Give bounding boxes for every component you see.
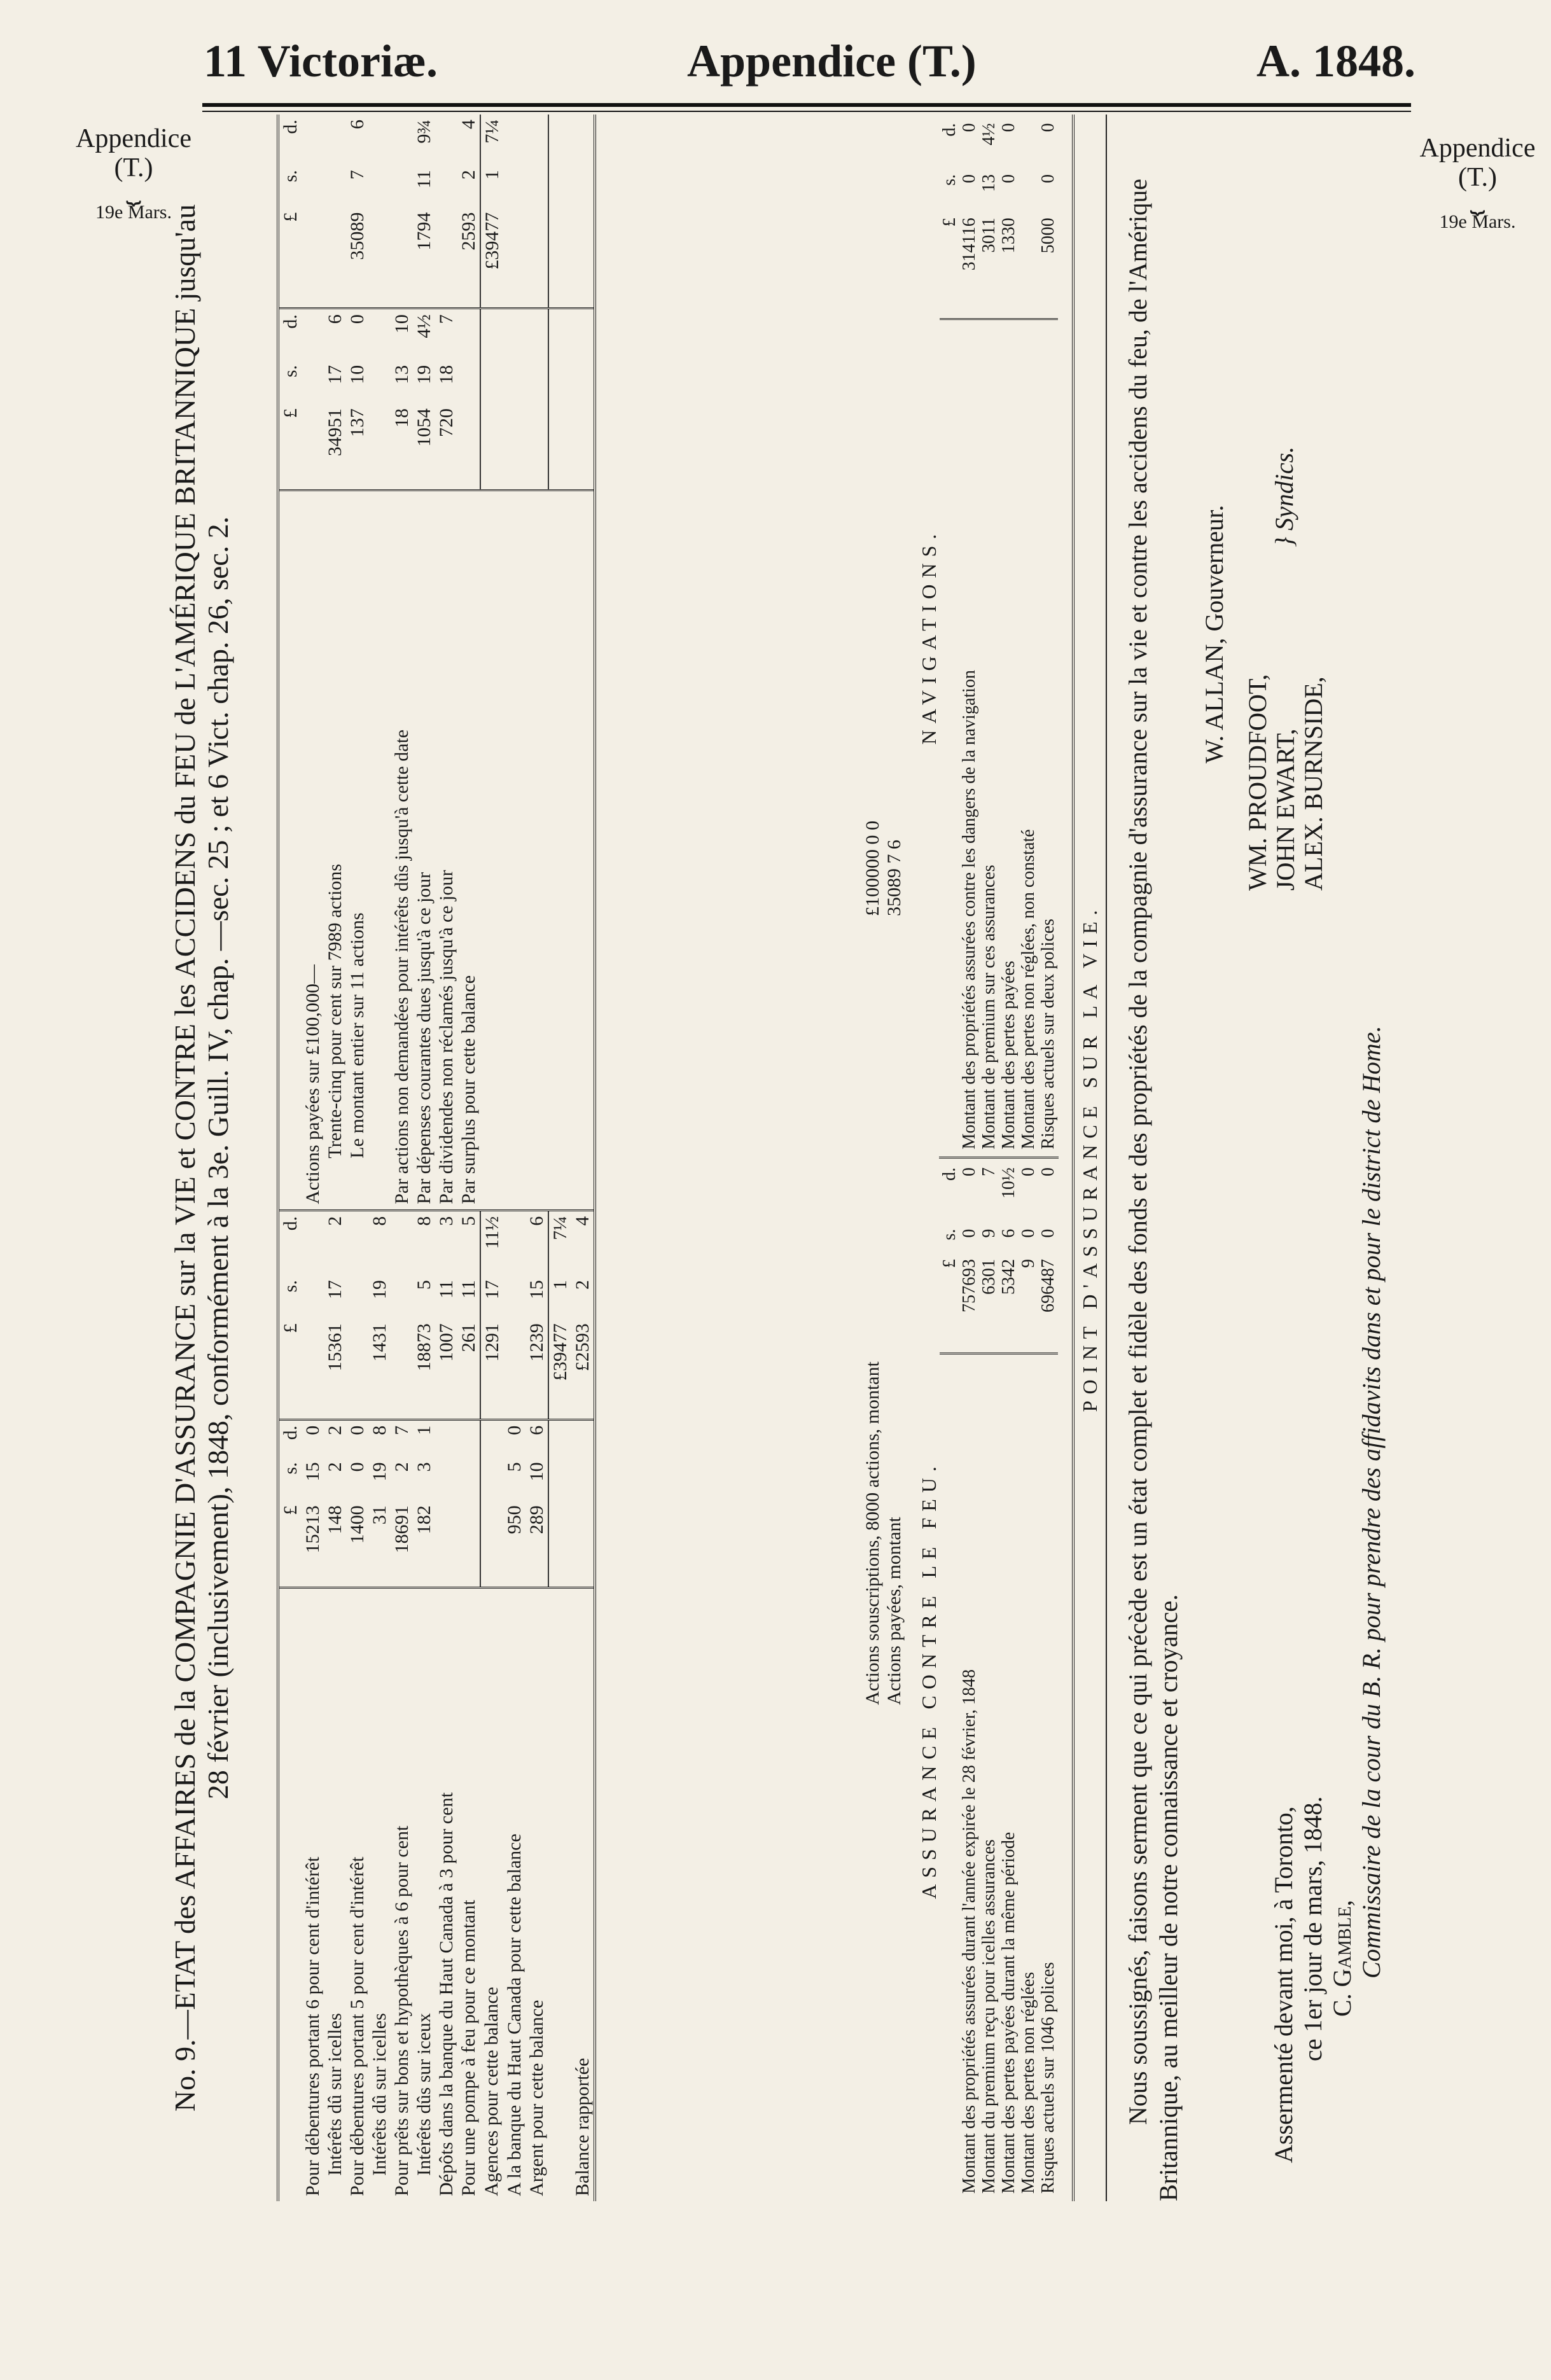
navigation-header <box>940 120 959 1153</box>
right-sub-pounds: 34951 <box>324 403 346 491</box>
left-total-shillings: 17 <box>324 1280 345 1300</box>
navigation-label-header <box>940 319 959 1153</box>
right-item-label <box>525 491 548 1211</box>
left-sub-pence: 0 <box>347 1425 368 1435</box>
left-sub-shillings: 5 <box>504 1462 525 1472</box>
left-total-shillings: 11 <box>458 1280 479 1299</box>
right-total-shillings: 11 <box>414 170 435 189</box>
fire-row <box>999 1164 1019 2197</box>
right-total-pence: 6 <box>347 120 368 129</box>
right-sub-pence <box>503 309 525 360</box>
syndics-signatures: WM. PROUDFOOT, JOHN EWART, ALEX. BURNSIDE, <box>1243 674 1328 891</box>
header-session: 11 Victoriæ. <box>204 36 438 87</box>
ledger <box>277 115 596 2201</box>
left-total-shillings <box>391 1275 413 1318</box>
left-total-pounds <box>391 1318 413 1419</box>
right-total-pounds: 35089 <box>346 207 368 309</box>
left-total-shillings: 11 <box>436 1280 457 1299</box>
right-item-label <box>548 491 571 1211</box>
left-total-pence <box>503 1210 525 1275</box>
ledger-row <box>457 115 480 2201</box>
right-total-pence <box>368 115 391 165</box>
right-total-pounds <box>503 207 525 309</box>
right-total-pounds <box>525 207 548 309</box>
left-total-pence: 2 <box>324 1216 345 1226</box>
right-sub-pounds <box>368 403 391 491</box>
left-total-pounds: 261 <box>457 1318 480 1419</box>
left-total-pounds: 1431 <box>368 1318 391 1419</box>
ledger-row <box>480 115 503 2201</box>
right-sub-pence: 7 <box>436 314 457 324</box>
right-total-shillings <box>435 165 457 207</box>
ledger-row <box>324 115 346 2201</box>
navigation-row <box>979 120 999 1153</box>
navigation-row <box>959 120 979 1153</box>
right-total-shillings <box>571 165 595 207</box>
navigation-label: Montant des propriétés assurées contre les dangers de la navigation <box>959 670 979 1150</box>
right-item-label <box>571 491 595 1211</box>
left-sub-pounds: 289 <box>525 1500 548 1587</box>
left-sub-pounds <box>457 1500 480 1587</box>
right-item-label <box>480 491 503 1211</box>
left-sub-pence <box>548 1419 571 1457</box>
left-total-shillings: 2 <box>571 1275 595 1318</box>
ledger-row <box>503 115 525 2201</box>
left-sub-pounds: 1400 <box>346 1500 368 1587</box>
navigation-col-header: s. <box>940 174 959 186</box>
right-col-header: d. <box>278 309 302 360</box>
right-sub-pounds <box>480 403 503 491</box>
navigation-value-shillings: 0 <box>1038 174 1058 183</box>
fire-label: Montant des pertes non réglées <box>1019 1972 1038 2194</box>
left-total-pounds: £39477 <box>548 1318 571 1419</box>
right-sub-shillings <box>457 360 480 403</box>
left-item-label: Intérêts dû sur icelles <box>324 2013 345 2176</box>
navigation-label: Montant de premium sur ces assurances <box>979 865 999 1150</box>
right-total-shillings: 7 <box>347 170 368 180</box>
right-sub-shillings: 18 <box>436 365 457 384</box>
fire-title: ASSURANCE CONTRE LE FEU. <box>917 1460 940 1899</box>
left-sub-pence <box>457 1419 480 1457</box>
left-sub-shillings <box>435 1457 457 1500</box>
right-sub-pounds <box>548 403 571 491</box>
accounts-table <box>277 115 596 2201</box>
right-item-label: Trente-cinq pour cent sur 7989 actions <box>324 491 346 1211</box>
navigation-value-shillings <box>1019 170 1038 214</box>
left-sub-pounds: 15213 <box>302 1500 324 1587</box>
right-col-header: d. <box>278 115 302 165</box>
fire-value-pounds: 6301 <box>979 1255 999 1353</box>
left-total-pence <box>346 1210 368 1275</box>
left-total-pence <box>302 1210 324 1275</box>
left-total-pounds: 18873 <box>413 1318 435 1419</box>
left-sub-pence <box>435 1419 457 1457</box>
left-item-label: Pour une pompe à feu pour ce montant <box>458 1900 479 2196</box>
left-total-shillings: 17 <box>480 1275 503 1318</box>
fire-table <box>940 1163 1058 2198</box>
right-total-pence: 7¼ <box>480 115 503 165</box>
fire-value-pence: 0 <box>1038 1167 1058 1176</box>
right-col-header: £ <box>278 207 302 309</box>
right-sub-pence <box>571 309 595 360</box>
fire-value-pounds: 696487 <box>1038 1255 1058 1353</box>
right-total-pence <box>435 115 457 165</box>
right-sub-pounds: 18 <box>391 403 413 491</box>
fire-value-pounds: 5342 <box>999 1255 1019 1353</box>
left-col-header: £ <box>278 1500 302 1587</box>
right-total-shillings <box>503 165 525 207</box>
right-sub-pence <box>525 309 548 360</box>
left-sub-pence: 6 <box>526 1425 547 1435</box>
right-item-label <box>503 491 525 1211</box>
right-sub-pence <box>302 309 324 360</box>
left-item-label <box>548 1587 571 2201</box>
left-col-header: £ <box>278 1318 302 1419</box>
left-total-pounds <box>346 1318 368 1419</box>
navigation-row <box>1038 120 1058 1153</box>
left-sub-pence <box>480 1419 503 1457</box>
left-total-pence <box>391 1210 413 1275</box>
right-total-pounds <box>435 207 457 309</box>
right-item-label: Le montant entier sur 11 actions <box>346 491 368 1211</box>
left-sub-shillings <box>548 1457 571 1500</box>
right-total-shillings <box>548 165 571 207</box>
fire-value-pounds: 9 <box>1019 1255 1038 1353</box>
fire-value-shillings: 9 <box>979 1228 999 1238</box>
left-item-label: Dépôts dans la banque du Haut Canada à 3 pour cent <box>436 1792 457 2196</box>
right-item-label: Par actions non demandées pour intérêts dûs jusqu'à cette date <box>391 491 413 1211</box>
navigation-value-pence: 0 <box>1038 123 1058 132</box>
left-sub-pounds <box>548 1500 571 1587</box>
left-col-header: d. <box>278 1210 302 1275</box>
left-total-shillings <box>302 1275 324 1318</box>
navigation-value-pounds <box>1019 214 1038 319</box>
left-sub-pence: 8 <box>369 1425 390 1435</box>
navigation-value-pounds: 1330 <box>999 214 1019 319</box>
right-total-shillings <box>368 165 391 207</box>
right-total-pounds <box>548 207 571 309</box>
fire-row <box>1019 1164 1038 2197</box>
navigation-row <box>999 120 1019 1153</box>
left-sub-shillings: 2 <box>324 1462 345 1472</box>
left-item-label: Pour débentures portant 5 pour cent d'intérêt <box>347 1856 368 2196</box>
left-sub-shillings: 0 <box>347 1462 368 1472</box>
left-total-pounds: 1291 <box>480 1318 503 1419</box>
navigation-label: Montant des pertes non réglées, non constaté <box>1019 829 1038 1150</box>
navigation-value-pence: 0 <box>959 123 979 132</box>
left-total-shillings: 19 <box>369 1280 390 1300</box>
right-sub-shillings <box>525 360 548 403</box>
left-sub-pounds: 182 <box>413 1500 435 1587</box>
right-sub-pence: 6 <box>324 314 345 324</box>
left-label-header <box>278 1587 302 2201</box>
right-total-pounds <box>368 207 391 309</box>
fire-col-header: s. <box>940 1228 959 1241</box>
ledger-row <box>346 115 368 2201</box>
fire-row <box>979 1164 999 2197</box>
right-total-pence <box>324 115 346 165</box>
right-total-shillings <box>302 165 324 207</box>
left-total-shillings <box>503 1275 525 1318</box>
left-item-label: Intérêts dû sur icelles <box>369 2013 390 2176</box>
fire-value-shillings: 6 <box>999 1228 1019 1238</box>
ledger-row <box>413 115 435 2201</box>
right-total-pounds: £39477 <box>480 207 503 309</box>
right-col-header: s. <box>278 165 302 207</box>
fire-row <box>959 1164 979 2197</box>
left-sub-pounds: 18691 <box>391 1500 413 1587</box>
right-total-shillings <box>324 165 346 207</box>
right-total-shillings: 1 <box>480 165 503 207</box>
left-total-pounds: 1007 <box>435 1318 457 1419</box>
left-total-pence: 3 <box>436 1216 457 1226</box>
navigation-value-pounds: 3011 <box>979 214 999 319</box>
right-total-pounds <box>302 207 324 309</box>
left-total-pence: 8 <box>369 1216 390 1226</box>
right-total-pounds: 1794 <box>413 207 435 309</box>
left-total-pounds: 15361 <box>324 1318 346 1419</box>
fire-value-shillings: 0 <box>1038 1228 1058 1238</box>
right-sub-shillings <box>302 360 324 403</box>
right-sub-shillings <box>571 360 595 403</box>
right-sub-pounds: 1054 <box>413 403 435 491</box>
left-item-label: Pour prêts sur bons et hypothèques à 6 pour cent <box>391 1825 412 2196</box>
left-total-pounds <box>302 1318 324 1419</box>
header-year: A. 1848. <box>1256 36 1415 87</box>
right-sub-shillings: 10 <box>347 365 368 384</box>
right-sub-pence <box>368 309 391 360</box>
ledger-row <box>571 115 595 2201</box>
sworn-statement: Assermenté devant moi, à Toronto, ce 1er jour de mars, 1848. C. Gamble, Commissaire de la cour du B. R. pour prendre des affidavits dans et pour le district de Home. <box>1269 1026 1386 2163</box>
right-total-shillings: 2 <box>458 170 479 180</box>
left-sub-pounds: 31 <box>368 1500 391 1587</box>
subscription-row: Actions souscriptions, 8000 actions, montant £100000 0 0 <box>862 821 883 1705</box>
fire-label: Montant des propriétés assurées durant l'année expirée le 28 février, 1848 <box>959 1669 979 2194</box>
navigation-label: Montant des pertes payées <box>999 961 1019 1150</box>
header-appendix: Appendice (T.) <box>687 36 977 87</box>
left-total-pence: 8 <box>414 1216 435 1226</box>
fire-col-header: £ <box>940 1255 959 1353</box>
left-sub-pence: 2 <box>324 1425 345 1435</box>
right-total-pounds <box>324 207 346 309</box>
left-sub-pounds <box>480 1500 503 1587</box>
right-item-label: Par dépenses courantes dues jusqu'à ce jour <box>413 491 435 1211</box>
left-total-pounds: £2593 <box>571 1318 595 1419</box>
right-total-pounds <box>391 207 413 309</box>
right-sub-pounds <box>503 403 525 491</box>
left-total-shillings: 1 <box>548 1275 571 1318</box>
subscription-row: Actions payées, montant 35089 7 6 <box>884 840 905 1705</box>
right-sub-shillings <box>480 360 503 403</box>
right-sub-pence <box>480 309 503 360</box>
right-total-shillings <box>391 165 413 207</box>
navigation-value-pence <box>1019 120 1038 170</box>
navigation-value-pence: 0 <box>999 123 1019 132</box>
left-total-shillings: 5 <box>414 1280 435 1290</box>
left-item-label: Agences pour cette balance <box>481 1987 502 2196</box>
fire-label-header <box>940 1353 959 2197</box>
right-col-header: £ <box>278 403 302 491</box>
right-total-pence <box>302 115 324 165</box>
fire-col-header: d. <box>940 1167 959 1181</box>
right-sub-pounds <box>525 403 548 491</box>
right-total-shillings <box>525 165 548 207</box>
life-insurance-heading: POINT D'ASSURANCE SUR LA VIE. <box>1072 115 1107 2201</box>
right-total-pence <box>525 115 548 165</box>
left-sub-shillings: 2 <box>391 1462 412 1472</box>
left-sub-pounds <box>435 1500 457 1587</box>
right-sub-shillings <box>503 360 525 403</box>
fire-label: Risques actuels sur 1046 polices <box>1038 1962 1058 2194</box>
navigation-value-pounds: 5000 <box>1038 214 1058 319</box>
subscriptions <box>862 821 905 1705</box>
right-sub-pounds: 720 <box>435 403 457 491</box>
governor-signature: W. ALLAN, Gouverneur. <box>1200 505 1228 763</box>
left-total-shillings: 15 <box>526 1280 547 1300</box>
left-col-header: s. <box>278 1275 302 1318</box>
ledger-row <box>548 115 571 2201</box>
navigation-table <box>940 118 1058 1153</box>
fire-value-pence: 0 <box>1019 1167 1038 1176</box>
left-item-label: Balance rapportée <box>571 1587 595 2201</box>
right-total-pence <box>571 115 595 165</box>
right-sub-pence: 10 <box>391 314 412 334</box>
left-total-pence: 4 <box>571 1210 595 1275</box>
right-sub-pounds <box>571 403 595 491</box>
left-sub-pounds: 950 <box>503 1500 525 1587</box>
fire-value-pence: 10½ <box>999 1167 1019 1199</box>
right-sub-pence: 0 <box>347 314 368 324</box>
fire-value-pence: 0 <box>959 1167 979 1176</box>
right-total-pence <box>548 115 571 165</box>
right-sub-pence: 4½ <box>414 314 435 338</box>
left-total-pence: 6 <box>526 1216 547 1226</box>
right-item-label <box>368 491 391 1211</box>
ledger-row <box>391 115 413 2201</box>
left-sub-shillings <box>457 1457 480 1500</box>
left-total-pence: 5 <box>458 1216 479 1226</box>
navigation-row <box>1019 120 1038 1153</box>
right-sub-shillings <box>548 360 571 403</box>
statement-title: No. 9.—ETAT des AFFAIRES de la COMPAGNIE D'ASSURANCE sur la VIE et CONTRE les ACCIDENS du FEU de L'AMÉRIQUE BRITANNIQUE jusqu'au 28 février (inclusivement), 1848, conformément à la 3e. Guill. IV, chap. —sec. 25 ; et 6 Vict. chap. 26, sec. 2. <box>169 204 234 2112</box>
fire-row <box>1038 1164 1058 2197</box>
right-item-label: Actions payées sur £100,000— <box>302 491 324 1211</box>
navigation-col-header: d. <box>940 123 959 137</box>
right-item-label: Par surplus pour cette balance <box>457 491 480 1211</box>
right-sub-shillings: 17 <box>324 365 345 384</box>
left-item-label: Pour débentures portant 6 pour cent d'intérêt <box>302 1856 323 2196</box>
right-total-pounds: 2593 <box>457 207 480 309</box>
left-sub-pounds <box>571 1500 595 1587</box>
left-sub-pence <box>571 1419 595 1457</box>
navigation-col-header: £ <box>940 214 959 319</box>
left-sub-pence: 0 <box>302 1425 323 1435</box>
left-total-pounds <box>503 1318 525 1419</box>
ledger-row <box>435 115 457 2201</box>
margin-note-right: Appendice (T.) ⏟ 19e Mars. <box>1409 134 1546 237</box>
navigation-value-pence: 4½ <box>979 123 999 146</box>
navigation-title: NAVIGATIONS. <box>917 527 940 745</box>
brace-icon: ⏟ <box>126 176 141 204</box>
brace-icon: ⏟ <box>1470 185 1485 214</box>
right-total-pence: 4 <box>458 120 479 129</box>
ledger-row <box>368 115 391 2201</box>
margin-note-left: Appendice (T.) ⏟ 19e Mars. <box>64 124 204 227</box>
right-label-header <box>278 491 302 1211</box>
navigation-value-shillings: 13 <box>979 174 999 192</box>
fire-value-pounds: 757693 <box>959 1255 979 1353</box>
right-item-label: Par dividendes non réclamés jusqu'à ce jour <box>435 491 457 1211</box>
right-sub-shillings <box>368 360 391 403</box>
insurance-bands <box>919 115 1059 2201</box>
oath-text: Nous soussignés, faisons serment que ce qui précède est un état complet et fidèle des fonds et des propriétés de la compagnie d'assurance sur la vie et contre les accidens du feu, de l'Amérique Britannique, au meilleur de notre connaissance et croyance. <box>1123 179 1183 2201</box>
fire-label: Montant des pertes payées durant la même période <box>999 1832 1019 2194</box>
left-total-pounds: 1239 <box>525 1318 548 1419</box>
left-sub-pounds: 148 <box>324 1500 346 1587</box>
left-item-label: A la banque du Haut Canada pour cette balance <box>504 1834 525 2196</box>
fire-value-shillings: 0 <box>959 1228 979 1238</box>
syndics-label: } Syndics. <box>1270 446 1298 547</box>
navigation-label: Risques actuels sur deux polices <box>1038 919 1058 1150</box>
left-total-shillings <box>346 1275 368 1318</box>
right-total-pounds <box>571 207 595 309</box>
right-sub-pounds <box>457 403 480 491</box>
right-sub-shillings: 19 <box>414 365 435 384</box>
right-total-pence <box>503 115 525 165</box>
ledger-row <box>302 115 324 2201</box>
left-col-header: s. <box>278 1457 302 1500</box>
left-sub-shillings: 3 <box>414 1462 435 1472</box>
right-sub-pence <box>457 309 480 360</box>
left-sub-shillings: 19 <box>369 1462 390 1482</box>
left-total-pence: 7¼ <box>548 1210 571 1275</box>
left-item-label: Argent pour cette balance <box>526 2000 547 2196</box>
navigation-value-shillings: 0 <box>959 174 979 183</box>
left-total-pence: 11½ <box>480 1210 503 1275</box>
left-sub-shillings <box>571 1457 595 1500</box>
left-sub-pence: 0 <box>504 1425 525 1435</box>
navigation-value-pounds: 314116 <box>959 214 979 319</box>
fire-label: Montant du premium reçu pour icelles assurances <box>979 1839 999 2194</box>
right-sub-pounds: 137 <box>346 403 368 491</box>
ledger-row <box>525 115 548 2201</box>
left-sub-shillings: 15 <box>302 1462 323 1482</box>
left-sub-shillings <box>480 1457 503 1500</box>
right-sub-pence <box>548 309 571 360</box>
left-col-header: d. <box>278 1419 302 1457</box>
left-item-label: Intérêts dûs sur iceux <box>414 2013 435 2176</box>
right-sub-pounds <box>302 403 324 491</box>
ledger-header <box>278 115 302 2201</box>
fire-value-pence: 7 <box>979 1167 999 1176</box>
insurance-table <box>919 115 1059 2201</box>
left-sub-pence: 7 <box>391 1425 412 1435</box>
fire-header <box>940 1164 959 2197</box>
navigation-value-shillings: 0 <box>999 174 1019 183</box>
fire-value-shillings: 0 <box>1019 1228 1038 1238</box>
right-col-header: s. <box>278 360 302 403</box>
rotated-statement <box>169 0 1492 2201</box>
left-sub-pence: 1 <box>414 1425 435 1435</box>
right-sub-shillings: 13 <box>391 365 412 384</box>
right-total-pence: 9¾ <box>414 120 435 144</box>
left-sub-shillings: 10 <box>526 1462 547 1482</box>
right-total-pence <box>391 115 413 165</box>
